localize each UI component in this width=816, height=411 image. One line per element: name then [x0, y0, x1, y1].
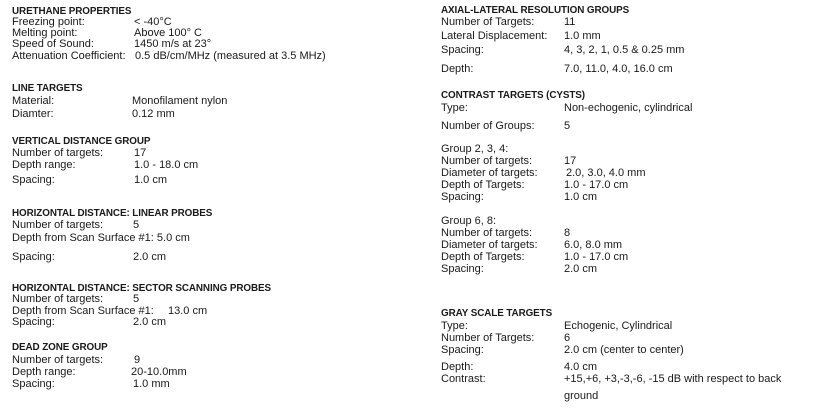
hl-spacing-value: 2.0 cm	[133, 251, 167, 263]
al-lateral-value: 1.0 mm	[564, 30, 601, 42]
ct-type-value: Non-echogenic, cylindrical	[564, 102, 693, 114]
gs-type-label: Type:	[441, 320, 468, 332]
hs-spacing-label: Spacing:	[12, 316, 55, 328]
hs-spacing-value: 2.0 cm	[133, 316, 167, 328]
al-depth-label: Depth:	[441, 63, 474, 75]
line-targets-heading: LINE TARGETS	[12, 82, 83, 94]
hl-depth-label: Depth from Scan Surface #1: 5.0 cm	[12, 232, 190, 244]
al-depth-value: 7.0, 11.0, 4.0, 16.0 cm	[564, 63, 673, 75]
g68-depth-label: Depth of Targets:	[441, 251, 525, 263]
horizontal-sector-heading: HORIZONTAL DISTANCE: SECTOR SCANNING PROBES	[12, 282, 271, 294]
gs-type-value: Echogenic, Cylindrical	[564, 320, 673, 332]
hs-depth-value: 13.0 cm	[168, 305, 208, 317]
speed-value: 1450 m/s at 23°	[134, 38, 212, 50]
g68-spacing-value: 2.0 cm	[564, 263, 598, 275]
hl-spacing-label: Spacing:	[12, 251, 55, 263]
attenuation-value: 0.5 dB/cm/MHz (measured at 3.5 MHz)	[135, 50, 326, 62]
g68-diameter-label: Diameter of targets:	[441, 239, 538, 251]
speed-label: Speed of Sound:	[12, 38, 94, 50]
g68-spacing-label: Spacing:	[441, 263, 484, 275]
diameter-value: 0.12 mm	[132, 108, 175, 120]
g68-depth-value: 1.0 - 17.0 cm	[564, 251, 629, 263]
group234-title: Group 2, 3, 4:	[441, 143, 509, 155]
dz-spacing-value: 1.0 mm	[133, 378, 170, 390]
hs-depth-label: Depth from Scan Surface #1:	[12, 305, 154, 317]
vd-spacing-label: Spacing:	[12, 174, 55, 186]
dead-zone-heading: DEAD ZONE GROUP	[12, 341, 108, 353]
contrast-heading: CONTRAST TARGETS (CYSTS)	[441, 89, 585, 101]
ct-groups-value: 5	[564, 120, 571, 132]
dz-spacing-label: Spacing:	[12, 378, 55, 390]
gs-number-value: 6	[564, 332, 571, 344]
g234-number-label: Number of targets:	[441, 155, 533, 167]
hs-number-value: 5	[133, 293, 140, 305]
melting-value: Above 100° C	[134, 27, 202, 39]
urethane-heading: URETHANE PROPERTIES	[12, 5, 132, 17]
g234-depth-value: 1.0 - 17.0 cm	[564, 179, 629, 191]
vd-spacing-value: 1.0 cm	[134, 174, 168, 186]
gs-depth-label: Depth:	[441, 361, 474, 373]
g68-diameter-value: 6.0, 8.0 mm	[564, 239, 623, 251]
gs-contrast-label: Contrast:	[441, 373, 486, 385]
axial-lateral-heading: AXIAL-LATERAL RESOLUTION GROUPS	[441, 4, 630, 16]
vd-number-label: Number of targets:	[12, 147, 104, 159]
hl-number-label: Number of targets:	[12, 219, 104, 231]
material-label: Material:	[12, 95, 55, 107]
dz-depth-label: Depth range:	[12, 366, 76, 378]
al-spacing-value: 4, 3, 2, 1, 0.5 & 0.25 mm	[564, 44, 685, 56]
hs-number-label: Number of targets:	[12, 293, 104, 305]
gs-spacing-label: Spacing:	[441, 344, 484, 356]
gs-spacing-value: 2.0 cm (center to center)	[564, 344, 684, 356]
gs-depth-value: 4.0 cm	[564, 361, 598, 373]
dz-depth-value: 20-10.0mm	[131, 366, 187, 378]
vd-depth-value: 1.0 - 18.0 cm	[134, 159, 199, 171]
material-value: Monofilament nylon	[132, 95, 228, 107]
gs-contrast-value: +15,+6, +3,-3,-6, -15 dB with respect to back	[564, 373, 782, 385]
ct-groups-label: Number of Groups:	[441, 120, 535, 132]
al-spacing-label: Spacing:	[441, 44, 484, 56]
freezing-label: Freezing point:	[12, 16, 85, 28]
g234-diameter-value: 2.0, 3.0, 4.0 mm	[566, 167, 646, 179]
gs-number-label: Number of Targets:	[441, 332, 535, 344]
gs-contrast-value-cont: ground	[564, 390, 599, 402]
g68-number-value: 8	[564, 227, 571, 239]
g234-depth-label: Depth of Targets:	[441, 179, 525, 191]
g234-number-value: 17	[564, 155, 577, 167]
al-number-value: 11	[564, 16, 576, 28]
al-number-label: Number of Targets:	[441, 16, 535, 28]
melting-label: Melting point:	[12, 27, 78, 39]
dz-number-value: 9	[134, 354, 141, 366]
vertical-distance-heading: VERTICAL DISTANCE GROUP	[12, 135, 151, 147]
vd-depth-label: Depth range:	[12, 159, 76, 171]
group68-title: Group 6, 8:	[441, 215, 497, 227]
g234-spacing-value: 1.0 cm	[564, 191, 598, 203]
diameter-label: Diamter:	[12, 108, 54, 120]
dz-number-label: Number of targets:	[12, 354, 104, 366]
freezing-value: < -40°C	[134, 16, 172, 28]
attenuation-label: Attenuation Coefficient:	[12, 50, 126, 62]
vd-number-value: 17	[134, 147, 147, 159]
horizontal-linear-heading: HORIZONTAL DISTANCE: LINEAR PROBES	[12, 207, 213, 219]
g234-diameter-label: Diameter of targets:	[441, 167, 538, 179]
al-lateral-label: Lateral Displacement:	[441, 30, 548, 42]
hl-number-value: 5	[133, 219, 140, 231]
g68-number-label: Number of targets:	[441, 227, 533, 239]
g234-spacing-label: Spacing:	[441, 191, 484, 203]
gray-scale-heading: GRAY SCALE TARGETS	[441, 307, 553, 319]
ct-type-label: Type:	[441, 102, 468, 114]
